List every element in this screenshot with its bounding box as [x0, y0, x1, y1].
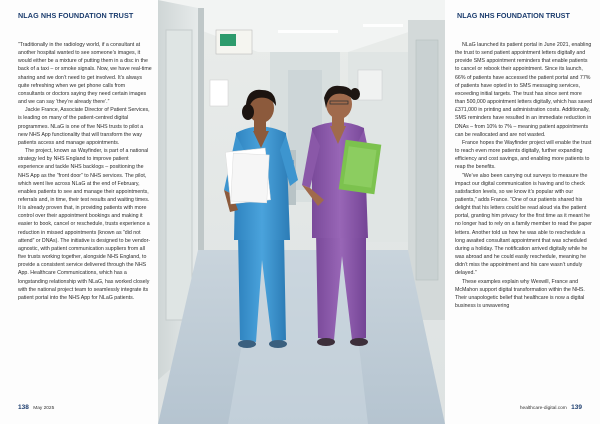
- page-number: 138: [18, 404, 29, 411]
- paragraph: Jackie France, Associate Director of Patient Services, is leading on many of the patient-centred digital programmes. NLaG is one of five NHS trusts to pilot a new NHS App functionality that will transform the way patients access and manage appointments.: [18, 107, 150, 146]
- paragraph: The project, known as Wayfinder, is part of a national strategy led by NHS England to improve patient experience and tackle NHS backlogs – positioning the NHS App as the “front door” to NHS services. The pilot, which went live across NLaG at the end of February, enables patients to see and manage their appointments, referrals and, in time, their test results and waiting times. It is already proven that, in providing patients with more control over their appointment bookings and making it easier to book, cancel or reschedule, trusts experience a reduction in missed appointments (known as “did not attend” or DNAs). The initiative is designed to be vendor-agnostic, with patient communication suppliers from all five trusts working together, alongside NHS England, to provide a consistent service delivered through the NHS App. Healthcare Communications, which has a longstanding relationship with NLaG, has worked closely with the national project team to seamlessly integrate its patient portal into the NHS App for NLaG patients.: [18, 148, 151, 301]
- paragraph: “Traditionally in the radiology world, if a consultant at another hospital wanted to see someone’s images, it would either be a mixture of putting them in a disc in the back of a taxi – or smoke signals. Now, we have real-time sharing and we don’t need to get involved. It’s always quite refreshing when we get phone calls from consultants or doctors saying they need certain images and we can say ‘they’re already there’.”: [18, 42, 152, 106]
- website-url: healthcare-digital.com: [519, 406, 567, 411]
- paragraph: NLaG launched its patient portal in June 2021, enabling the trust to send patient appointment letters digitally and provide SMS appointment reminders that enable patients to cancel or rebook their appointment. Since its launch, 66% of patients have accessed the patient portal and 77% of patients have opted in to SMS messaging services, exceeding initial targets. The trust has since sent more than 500,000 appointment letters digitally, which has saved £371,000 in printing and administration costs. Additionally, SMS reminders have resulted in an immediate reduction in DNAs – from 10% to 7% – meaning patient appointments can be reallocated and are not wasted.: [455, 42, 593, 138]
- nurses-photo-illustration: [158, 0, 445, 424]
- paragraph: These examples explain why Wexwill, France and McMahon support digital transformation within the NHS. Their unapologetic belief that healthcare is now a digital business is unwavering: [455, 278, 585, 309]
- feature-photo: [158, 0, 445, 424]
- section-header: NLAG NHS FOUNDATION TRUST: [18, 11, 134, 20]
- left-page: [0, 0, 158, 424]
- issue-date: May 2025: [33, 406, 55, 411]
- page-footer: [520, 404, 582, 411]
- page-footer: [18, 404, 54, 411]
- section-header: NLAG NHS FOUNDATION TRUST: [457, 11, 570, 20]
- page-number: 139: [571, 404, 582, 411]
- paragraph: France hopes the Wayfinder project will enable the trust to reach even more patients digitally, further expanding efficiency and cost savings, and enabling more patients to reap the benefits.: [455, 139, 592, 171]
- body-text-column: [18, 41, 152, 302]
- paragraph: “We’ve also been carrying out surveys to measure the impact our digital communication is having and to check satisfaction levels, so we know it’s popular with our patients,” adds France. “One of our patients shared his delight that his letters could be read aloud via the patient portal, granting him privacy for the first time as it meant he no longer had to rely on a family member to read the paper letters. Another told us how he was able to reschedule a long awaited consultant appointment that was scheduled during a holiday. The notification arrived digitally while he was abroad and he could easily reschedule, meaning he didn’t miss the appointment and his care wasn’t unduly delayed.”: [455, 172, 592, 277]
- right-page: [445, 0, 600, 424]
- body-text-column: [455, 41, 593, 310]
